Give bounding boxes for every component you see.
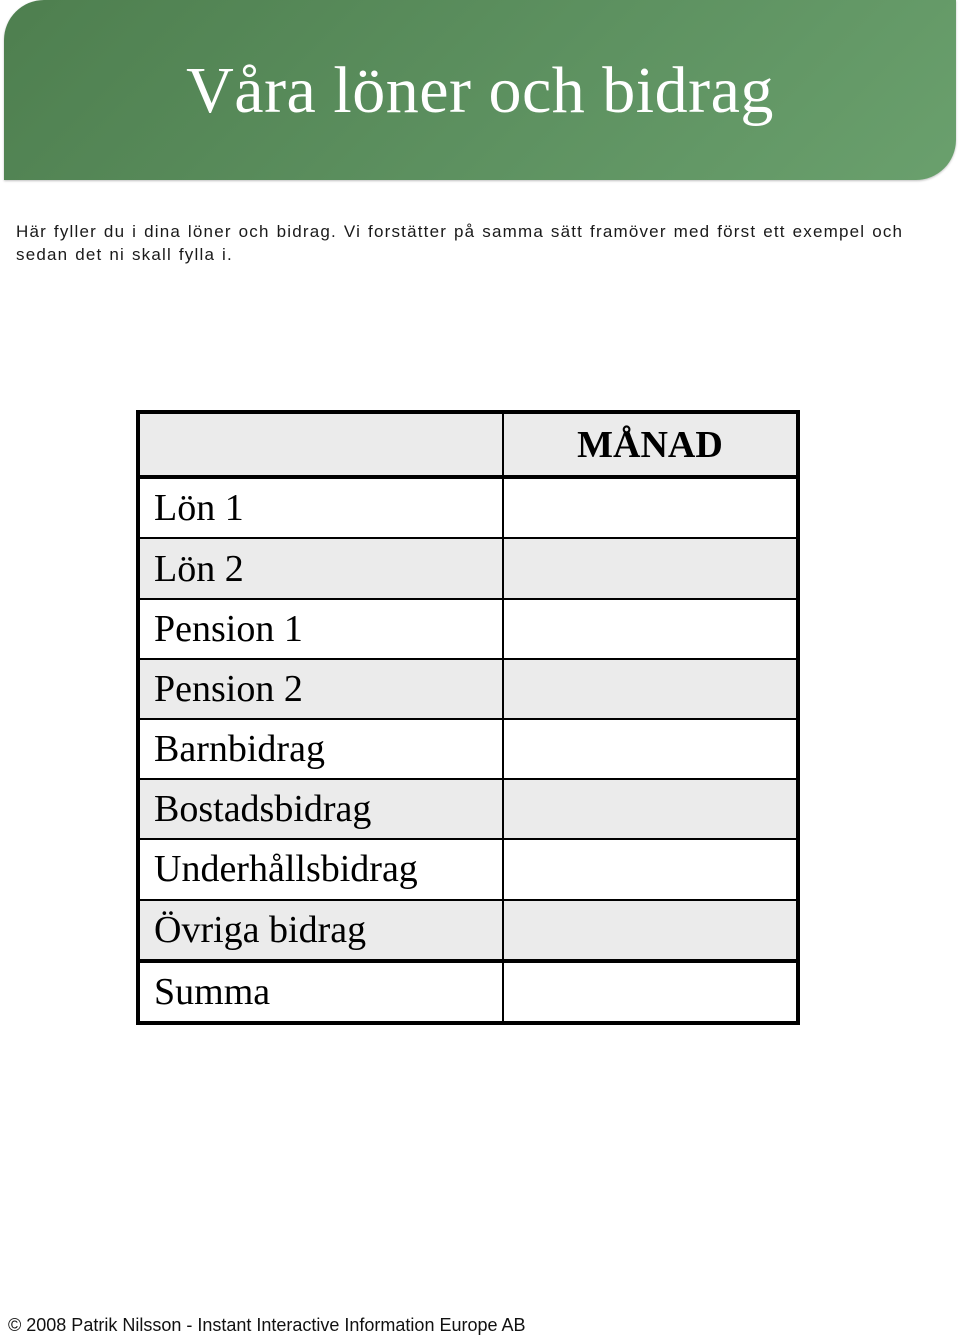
row-label: Övriga bidrag <box>138 900 503 961</box>
row-label: Underhållsbidrag <box>138 839 503 899</box>
table-row <box>138 900 798 961</box>
total-label: Summa <box>138 961 503 1023</box>
table-row <box>138 477 798 538</box>
table-row <box>138 839 798 899</box>
month-value-cell[interactable] <box>503 839 798 899</box>
row-label: Lön 1 <box>138 477 503 538</box>
total-value-cell[interactable] <box>503 961 798 1023</box>
month-value-cell[interactable] <box>503 538 798 598</box>
month-value-cell[interactable] <box>503 779 798 839</box>
row-label: Pension 1 <box>138 599 503 659</box>
copyright-footer: © 2008 Patrik Nilsson - Instant Interactive Information Europe AB <box>8 1315 526 1335</box>
table-row <box>138 719 798 779</box>
title-banner <box>4 0 956 180</box>
intro-text: Här fyller du i dina löner och bidrag. Vi forstätter på samma sätt framöver med först ett exempel och sedan det ni skall fylla i. <box>16 222 904 264</box>
header-empty-cell <box>138 412 503 477</box>
row-label: Pension 2 <box>138 659 503 719</box>
month-value-cell[interactable] <box>503 900 798 961</box>
row-label: Lön 2 <box>138 538 503 598</box>
table-row <box>138 779 798 839</box>
month-value-cell[interactable] <box>503 477 798 538</box>
total-row <box>138 961 798 1023</box>
month-value-cell[interactable] <box>503 599 798 659</box>
table-header-row <box>138 412 798 477</box>
month-value-cell[interactable] <box>503 659 798 719</box>
row-label: Barnbidrag <box>138 719 503 779</box>
month-value-cell[interactable] <box>503 719 798 779</box>
income-table <box>136 410 800 1025</box>
row-label: Bostadsbidrag <box>138 779 503 839</box>
table-row <box>138 659 798 719</box>
page-title: Våra löner och bidrag <box>186 54 774 127</box>
month-column-header: MÅNAD <box>503 412 798 477</box>
table-row <box>138 538 798 598</box>
table-row <box>138 599 798 659</box>
